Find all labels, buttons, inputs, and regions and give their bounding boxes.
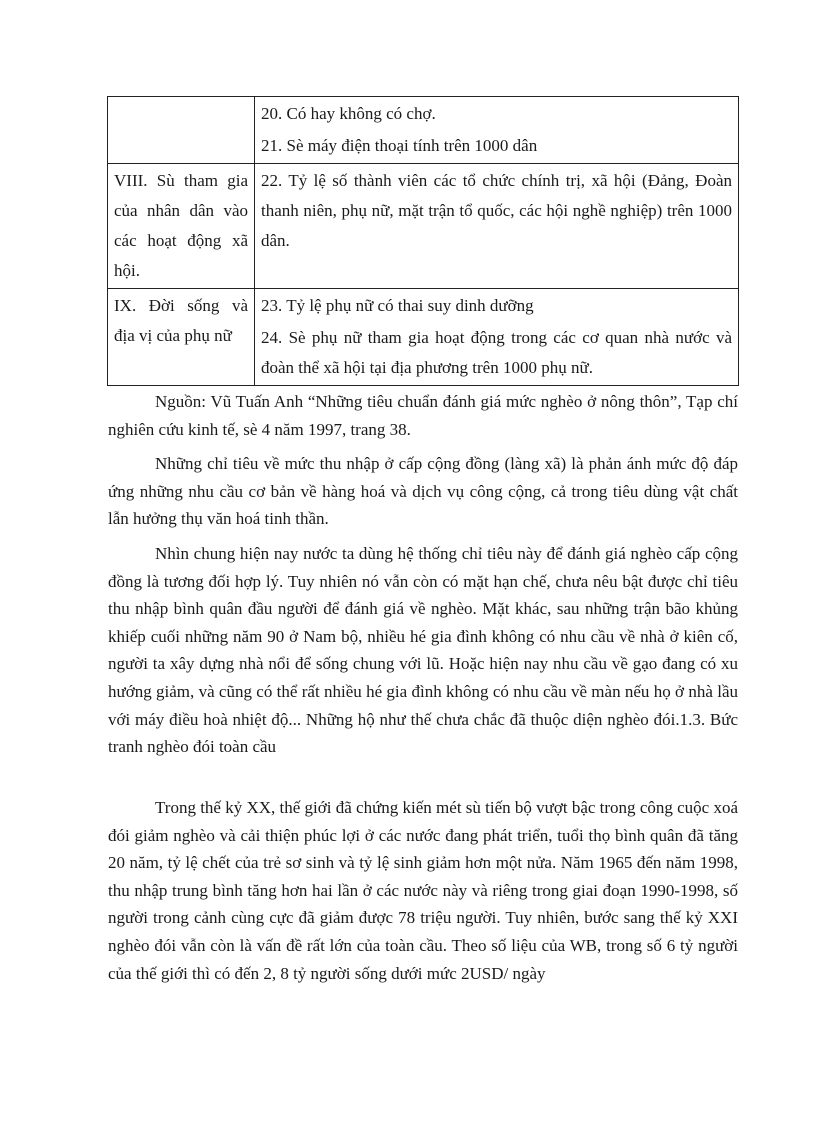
group-cell: IX. Đời sống và địa vị của phụ nữ [108,289,255,386]
criterion-item: 23. Tỷ lệ phụ nữ có thai suy dinh dưỡng [261,296,534,315]
body-paragraph [108,540,738,761]
criterion-item: 20. Có hay không có chợ. [261,104,436,123]
table-row [108,289,739,386]
items-cell [255,97,739,164]
source-citation [108,388,738,443]
criterion-item: 22. Tỷ lệ số thành viên các tổ chức chính trị, xã hội (Đảng, Đoàn thanh niên, phụ nữ, mặt trận tổ quốc, các hội nghề nghiệp) trên 1000 dân. [261,171,732,250]
source-text: Nguồn: Vũ Tuấn Anh “Những tiêu chuẩn đánh giá mức nghèo ở nông thôn”, Tạp chí nghiên cứu kinh tế, sè 4 năm 1997, trang 38. [108,392,738,439]
table-row [108,164,739,289]
paragraph-text: Những chỉ tiêu về mức thu nhập ở cấp cộng đồng (làng xã) là phản ánh mức độ đáp ứng những nhu cầu cơ bản về hàng hoá và dịch vụ công cộng, cả trong tiêu dùng vật chất lẫn hưởng thụ văn hoá tinh thần. [108,454,738,529]
criterion-item: 21. Sè máy điện thoại tính trên 1000 dân [261,136,538,155]
items-cell [255,289,739,386]
table-row [108,97,739,164]
criterion-item: 24. Sè phụ nữ tham gia hoạt động trong các cơ quan nhà nước và đoàn thể xã hội tại địa phương trên 1000 phụ nữ. [261,328,732,377]
items-cell [255,164,739,289]
body-paragraph [108,794,738,987]
paragraph-text: Trong thế kỷ XX, thế giới đã chứng kiến mét sù tiến bộ vượt bậc trong công cuộc xoá đói giảm nghèo và cải thiện phúc lợi ở các nước đang phát triển, tuổi thọ bình quân đã tăng 20 năm, tỷ lệ chết của trẻ sơ sinh và tỷ lệ sinh giảm hơn một nửa. Năm 1965 đến năm 1998, thu nhập trung bình tăng hơn hai lần ở các nước này và riêng trong giai đoạn 1990-1998, số người trong cảnh cùng cực đã giảm được 78 triệu người. Tuy nhiên, bước sang thế kỷ XXI nghèo đói vẫn còn là vấn đề rất lớn của toàn cầu. Theo số liệu của WB, trong số 6 tỷ người của thế giới thì có đến 2, 8 tỷ người sống dưới mức 2USD/ ngày [108,798,738,983]
paragraph-text: Nhìn chung hiện nay nước ta dùng hệ thống chỉ tiêu này để đánh giá nghèo cấp cộng đồng là tương đối hợp lý. Tuy nhiên nó vẫn còn có mặt hạn chế, chưa nêu bật được chỉ tiêu thu nhập bình quân đầu người để đánh giá về nghèo. Mặt khác, sau những trận bão khủng khiếp cuối những năm 90 ở Nam bộ, nhiều hé gia đình không có nhu cầu về nhà ở kiên cố, người ta xây dựng nhà nổi để sống chung với lũ. Hoặc hiện nay nhu cầu về gạo đang có xu hướng giảm, và cũng có thể rất nhiều hé gia đình không có nhu cầu về màn nếu họ ở nhà lầu với máy điều hoà nhiệt độ... Những hộ như thế chưa chắc đã thuộc diện nghèo đói.1.3. Bức tranh nghèo đói toàn cầu [108,544,738,757]
body-paragraph [108,450,738,533]
group-cell [108,97,255,164]
criteria-table [107,96,739,386]
group-cell: VIII. Sù tham gia của nhân dân vào các hoạt động xã hội. [108,164,255,289]
